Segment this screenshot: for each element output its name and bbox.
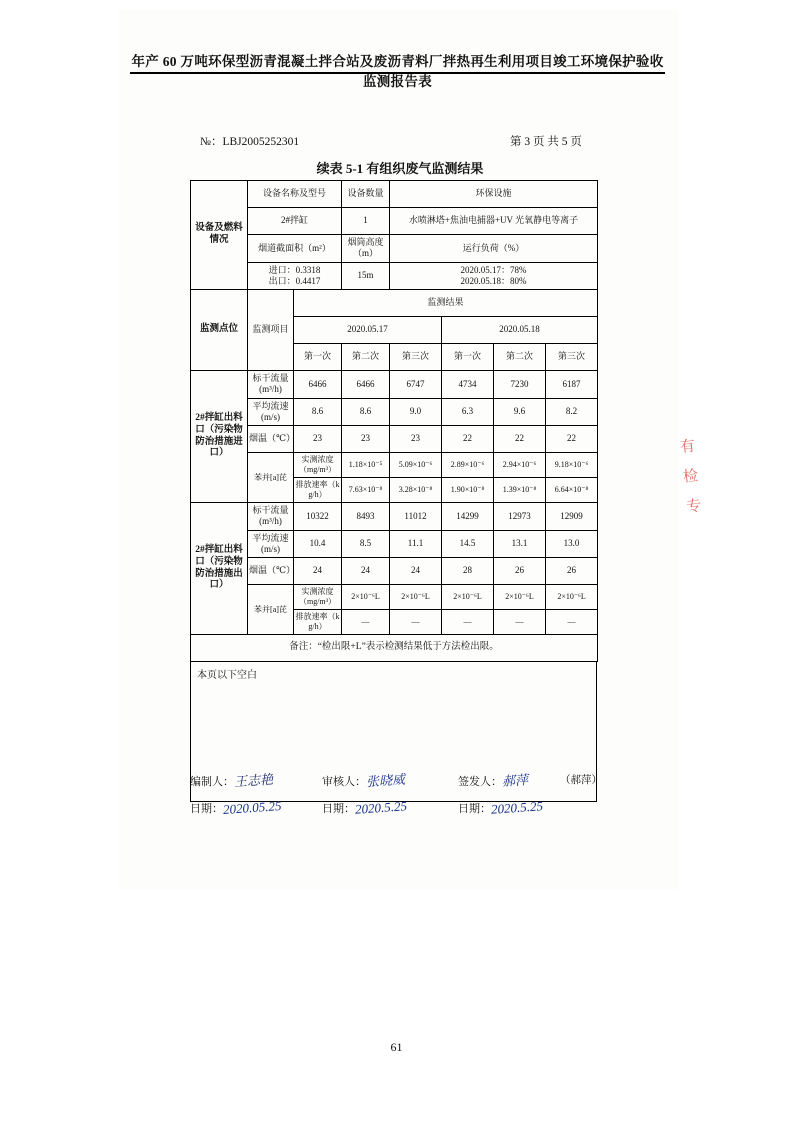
measure-value: 2×10⁻⁶L bbox=[342, 585, 390, 610]
measure-value: 10.4 bbox=[294, 530, 342, 558]
measure-value: 12973 bbox=[494, 503, 546, 531]
equipment-row-label: 设备及燃料情况 bbox=[191, 181, 248, 290]
table-row bbox=[191, 453, 598, 478]
issued-by-paren: （郝萍） bbox=[560, 775, 602, 786]
measure-value: 8.2 bbox=[546, 398, 598, 426]
measure-value: 7.63×10⁻⁸ bbox=[342, 478, 390, 503]
measure-value: 13.1 bbox=[494, 530, 546, 558]
section-label-outlet: 2#拌缸出料口（污染物防治措施出口） bbox=[191, 503, 248, 635]
monitor-point-label: 监测点位 bbox=[191, 290, 248, 371]
load-day1: 2020.05.17：78% bbox=[460, 264, 527, 275]
measure-value: 24 bbox=[390, 558, 442, 585]
measure-item: 平均流速 (m/s) bbox=[248, 530, 294, 558]
measure-value: 26 bbox=[546, 558, 598, 585]
header-divider bbox=[130, 72, 665, 74]
issued-by-label: 签发人： bbox=[458, 776, 502, 788]
blank-area: 本页以下空白 bbox=[190, 662, 597, 802]
table-row bbox=[191, 290, 598, 317]
measure-value: 8.5 bbox=[342, 530, 390, 558]
pollutant-group-label: 苯并[a]芘 bbox=[248, 453, 294, 503]
monitoring-table bbox=[190, 180, 598, 662]
measure-value: 12909 bbox=[546, 503, 598, 531]
area-outlet: 出口：0.4417 bbox=[268, 275, 321, 286]
measure-value: 6.64×10⁻⁸ bbox=[546, 478, 598, 503]
measure-value: 28 bbox=[442, 558, 494, 585]
table-row bbox=[191, 371, 598, 399]
measure-value: 4734 bbox=[442, 371, 494, 399]
measure-value: 6747 bbox=[390, 371, 442, 399]
monitor-result-label: 监测结果 bbox=[294, 290, 598, 317]
measure-value: 24 bbox=[294, 558, 342, 585]
measure-value: 6187 bbox=[546, 371, 598, 399]
footer-page-number: 61 bbox=[390, 1040, 403, 1054]
equipment-header-area: 烟道截面积（m²） bbox=[248, 235, 342, 263]
measure-value: 6466 bbox=[294, 371, 342, 399]
date-2 bbox=[322, 800, 407, 816]
measure-value: 8.6 bbox=[342, 398, 390, 426]
table-note: 备注：“检出限+L”表示检测结果低于方法检出限。 bbox=[191, 635, 598, 662]
date-1-value: 2020.05.25 bbox=[222, 797, 282, 818]
document-number: №：LBJ2005252301 bbox=[200, 136, 300, 148]
measure-value: 23 bbox=[342, 426, 390, 453]
reviewed-by bbox=[322, 770, 405, 789]
equipment-header-load: 运行负荷（%） bbox=[390, 235, 598, 263]
measure-value: 23 bbox=[294, 426, 342, 453]
measure-value: 2×10⁻⁶L bbox=[546, 585, 598, 610]
section-label-inlet: 2#拌缸出料口（污染物防治措施进口） bbox=[191, 371, 248, 503]
page-title: 年产 60 万吨环保型沥青混凝土拌合站及废沥青料厂拌热再生利用项目竣工环境保护验收监测报告表 bbox=[131, 54, 664, 89]
measure-value: 14.5 bbox=[442, 530, 494, 558]
measure-item: 实测浓度（mg/m³） bbox=[294, 453, 342, 478]
page-count: 第 3 页 共 5 页 bbox=[510, 136, 582, 148]
measure-value: — bbox=[342, 610, 390, 635]
measure-value: 8.6 bbox=[294, 398, 342, 426]
equipment-value-facility: 水喷淋塔+焦油电捕器+UV 光氧静电等离子 bbox=[390, 208, 598, 235]
measure-value: 2.94×10⁻⁶ bbox=[494, 453, 546, 478]
measure-value: 22 bbox=[494, 426, 546, 453]
measure-value: 2×10⁻⁶L bbox=[494, 585, 546, 610]
measure-value: 2×10⁻⁶L bbox=[442, 585, 494, 610]
pollutant-group-label: 苯并[a]芘 bbox=[248, 585, 294, 635]
measure-value: 11012 bbox=[390, 503, 442, 531]
table-row bbox=[191, 503, 598, 531]
measure-value: 7230 bbox=[494, 371, 546, 399]
monitor-time-4: 第一次 bbox=[442, 344, 494, 371]
load-day2: 2020.05.18：80% bbox=[460, 275, 527, 286]
measure-value: 9.18×10⁻⁶ bbox=[546, 453, 598, 478]
signature-names-row bbox=[190, 770, 610, 800]
equipment-value-height: 15m bbox=[342, 262, 390, 290]
date-2-value: 2020.5.25 bbox=[354, 798, 408, 817]
signature-dates-row bbox=[190, 797, 610, 830]
date-2-label: 日期： bbox=[322, 803, 355, 815]
reviewed-by-signature: 张晓威 bbox=[365, 771, 406, 790]
measure-item: 烟温（℃） bbox=[248, 558, 294, 585]
equipment-value-load bbox=[390, 262, 598, 290]
date-3-value: 2020.5.25 bbox=[490, 798, 544, 817]
measure-value: 13.0 bbox=[546, 530, 598, 558]
table-row bbox=[191, 235, 598, 263]
measure-value: 23 bbox=[390, 426, 442, 453]
measure-value: 26 bbox=[494, 558, 546, 585]
date-3 bbox=[458, 800, 543, 816]
table-row bbox=[191, 181, 598, 208]
table-row bbox=[191, 262, 598, 290]
table-row bbox=[191, 426, 598, 453]
equipment-value-area bbox=[248, 262, 342, 290]
measure-value: 10322 bbox=[294, 503, 342, 531]
measure-item: 烟温（℃） bbox=[248, 426, 294, 453]
measure-value: 3.28×10⁻⁸ bbox=[390, 478, 442, 503]
table-row bbox=[191, 530, 598, 558]
reviewed-by-label: 审核人： bbox=[322, 776, 366, 788]
stamp-char-2: 检 bbox=[682, 468, 700, 486]
prepared-by bbox=[190, 770, 273, 789]
date-1 bbox=[190, 797, 282, 818]
stamp-char-3: 专 bbox=[685, 498, 703, 516]
date-1-label: 日期： bbox=[190, 803, 223, 815]
measure-value: — bbox=[442, 610, 494, 635]
measure-item: 排放速率（kg/h） bbox=[294, 610, 342, 635]
measure-value: 22 bbox=[546, 426, 598, 453]
prepared-by-label: 编制人： bbox=[190, 776, 234, 788]
equipment-header-name: 设备名称及型号 bbox=[248, 181, 342, 208]
measure-item: 标干流量(m³/h) bbox=[248, 503, 294, 531]
table-row bbox=[191, 585, 598, 610]
area-inlet: 进口：0.3318 bbox=[268, 264, 321, 275]
measure-item: 标干流量(m³/h) bbox=[248, 371, 294, 399]
stamp-char-1: 有 bbox=[679, 438, 696, 456]
issued-by-signature: 郝萍 bbox=[501, 772, 529, 789]
monitoring-table-wrapper bbox=[190, 180, 597, 802]
monitor-time-5: 第二次 bbox=[494, 344, 546, 371]
measure-item: 平均流速 (m/s) bbox=[248, 398, 294, 426]
measure-value: 8493 bbox=[342, 503, 390, 531]
measure-value: 24 bbox=[342, 558, 390, 585]
equipment-header-qty: 设备数量 bbox=[342, 181, 390, 208]
measure-value: 9.0 bbox=[390, 398, 442, 426]
measure-value: 22 bbox=[442, 426, 494, 453]
table-row bbox=[191, 635, 598, 662]
measure-value: 6466 bbox=[342, 371, 390, 399]
measure-value: 5.09×10⁻⁶ bbox=[390, 453, 442, 478]
equipment-value-qty: 1 bbox=[342, 208, 390, 235]
signature-block bbox=[190, 770, 610, 830]
monitor-time-6: 第三次 bbox=[546, 344, 598, 371]
monitor-item-label: 监测项目 bbox=[248, 290, 294, 371]
measure-value: 6.3 bbox=[442, 398, 494, 426]
measure-value: 14299 bbox=[442, 503, 494, 531]
table-row bbox=[191, 208, 598, 235]
table-row bbox=[191, 398, 598, 426]
measure-value: 2.89×10⁻⁶ bbox=[442, 453, 494, 478]
measure-value: 9.6 bbox=[494, 398, 546, 426]
monitor-time-3: 第三次 bbox=[390, 344, 442, 371]
equipment-header-facility: 环保设施 bbox=[390, 181, 598, 208]
table-caption: 续表 5-1 有组织废气监测结果 bbox=[316, 161, 484, 176]
prepared-by-signature: 王志艳 bbox=[233, 771, 274, 790]
monitor-time-1: 第一次 bbox=[294, 344, 342, 371]
equipment-value-name: 2#拌缸 bbox=[248, 208, 342, 235]
measure-value: — bbox=[390, 610, 442, 635]
measure-item: 排放速率（kg/h） bbox=[294, 478, 342, 503]
date-3-label: 日期： bbox=[458, 803, 491, 815]
measure-value: — bbox=[546, 610, 598, 635]
measure-value: 1.90×10⁻⁸ bbox=[442, 478, 494, 503]
measure-value: 11.1 bbox=[390, 530, 442, 558]
monitor-date-2: 2020.05.18 bbox=[442, 317, 598, 344]
measure-value: 1.18×10⁻⁵ bbox=[342, 453, 390, 478]
measure-value: 2×10⁻⁶L bbox=[390, 585, 442, 610]
equipment-header-height: 烟筒高度（m） bbox=[342, 235, 390, 263]
measure-value: — bbox=[494, 610, 546, 635]
issued-by bbox=[458, 770, 528, 789]
measure-value: 1.39×10⁻⁸ bbox=[494, 478, 546, 503]
table-row bbox=[191, 558, 598, 585]
measure-item: 实测浓度（mg/m³） bbox=[294, 585, 342, 610]
monitor-date-1: 2020.05.17 bbox=[294, 317, 442, 344]
monitor-time-2: 第二次 bbox=[342, 344, 390, 371]
